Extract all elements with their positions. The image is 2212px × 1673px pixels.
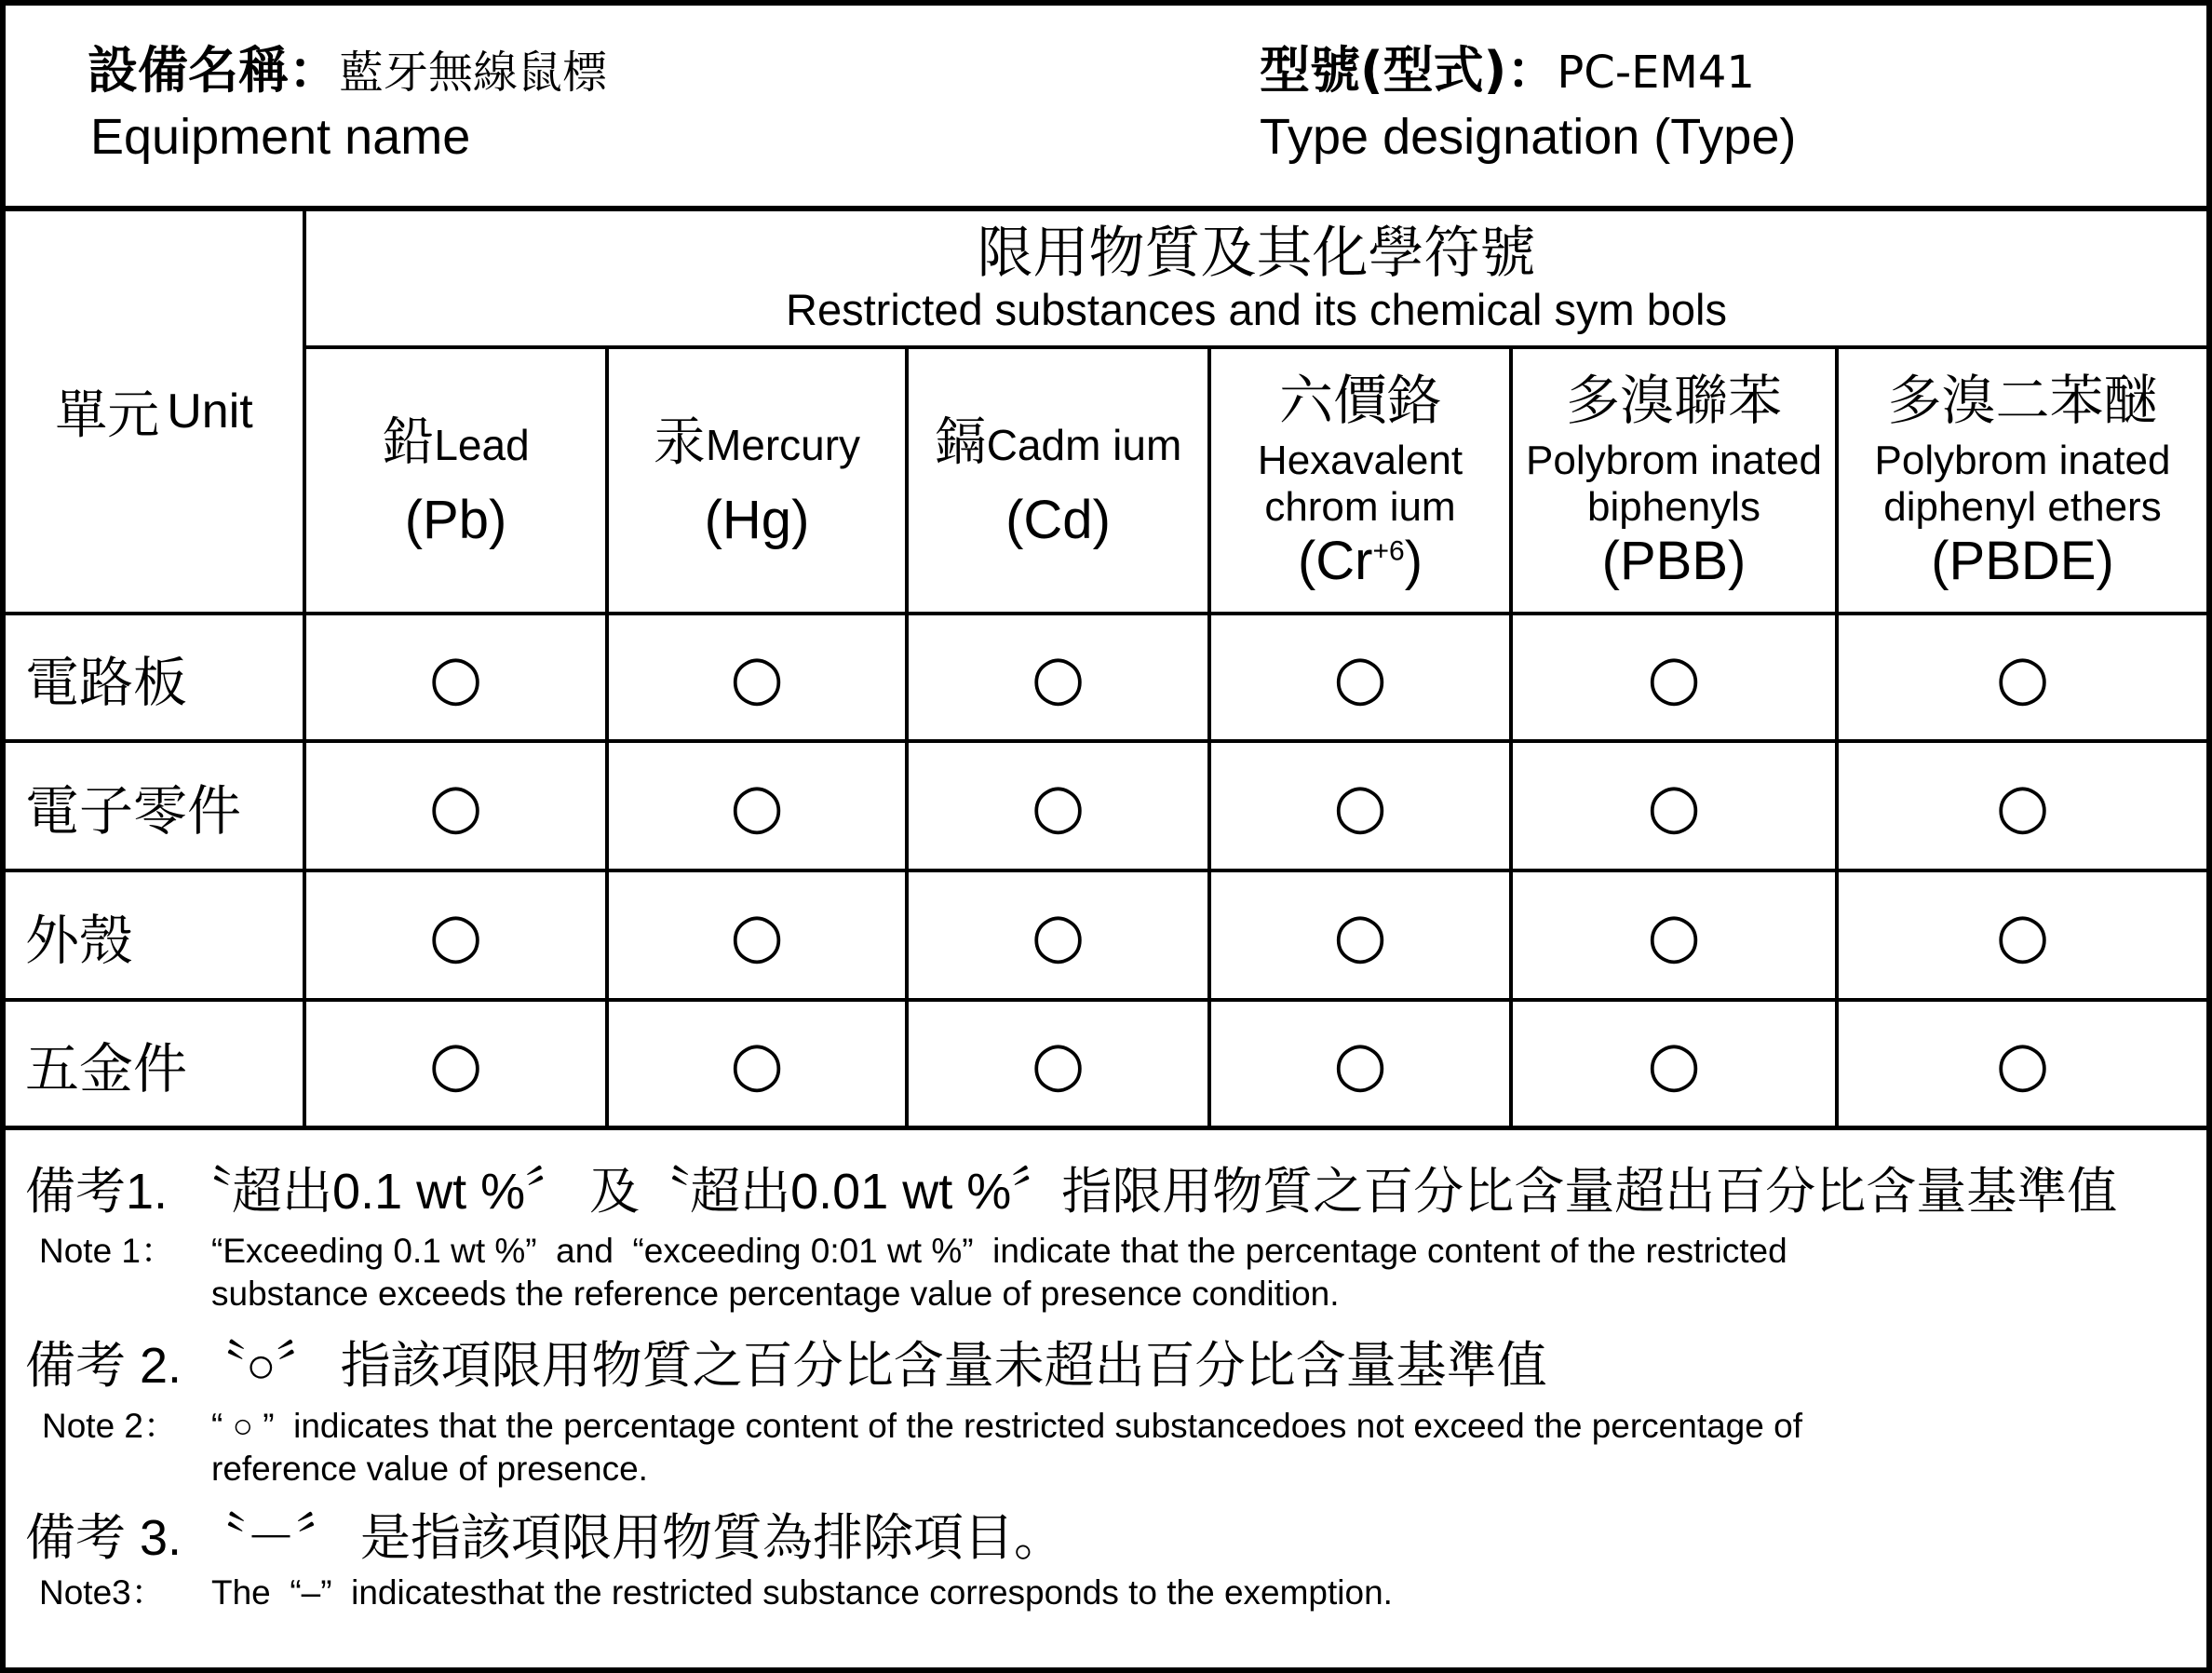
restricted-substances-title-en: Restricted substances and its chemical sym bols	[786, 285, 1727, 334]
substance-table	[6, 211, 2206, 1126]
note-1-en-line-1: “Exceeding 0.1 wt %” and “exceeding 0:01 wt %” indicate that the percentage content of the restricted	[211, 1232, 1787, 1270]
cell-circuit-board-cr6: ○	[1211, 615, 1509, 739]
cell-hardware-pbb: ○	[1513, 1002, 1835, 1126]
cell-electronic-components-cr6: ○	[1211, 743, 1509, 869]
cell-circuit-board-pbb: ○	[1513, 615, 1835, 739]
cell-housing-pbb: ○	[1513, 872, 1835, 998]
note-2-en-line-1: “ ○ ” indicates that the percentage content of the restricted substancedoes not exceed the percentage of	[211, 1407, 1802, 1445]
restricted-substances-header	[306, 211, 2206, 345]
column-pbb-en-line-2: biphenyls	[1587, 484, 1760, 530]
column-cr6-symbol-base: (Cr	[1297, 531, 1373, 591]
cell-hardware-cd: ○	[909, 1002, 1207, 1126]
column-header-mercury-name	[654, 410, 860, 490]
column-cr6-en-line-1: Hexavalent	[1257, 438, 1463, 483]
note-1-zh: 備考1. 〝超出0.1 wt %〞 及〝超出0.01 wt %〞指限用物質之百分比含量超出百分比含量基準值	[25, 1164, 2118, 1220]
column-mercury-symbol: (Hg)	[704, 490, 810, 550]
note-2-zh: 備考 2. 〝○〞 指該項限用物質之百分比含量未超出百分比含量基準值	[25, 1338, 1547, 1394]
column-mercury-zh: 汞	[653, 412, 706, 473]
unit-column-header	[6, 211, 303, 612]
cell-circuit-board-pbde: ○	[1839, 615, 2206, 739]
column-header-pbb	[1513, 349, 1835, 612]
column-header-mercury	[609, 349, 905, 612]
type-designation-label-zh: 型號(型式)：	[1260, 41, 1558, 100]
column-pbde-symbol: (PBDE)	[1931, 531, 2114, 591]
column-mercury-en: Mercury	[705, 421, 861, 469]
cell-circuit-board-pb: ○	[306, 615, 605, 739]
column-header-lead	[306, 349, 605, 612]
column-cr6-zh: 六價鉻	[1278, 369, 1441, 432]
note-2-label: Note 2：	[42, 1407, 179, 1445]
cell-hardware-hg: ○	[609, 1002, 905, 1126]
cell-hardware-pb: ○	[306, 1002, 605, 1126]
unit-header-zh: 單元	[55, 385, 160, 446]
cell-housing-cd: ○	[909, 872, 1207, 998]
cell-housing-pbde: ○	[1839, 872, 2206, 998]
type-designation-label-en: Type designation (Type)	[1260, 109, 1797, 165]
column-pbde-en-line-2: diphenyl ethers	[1883, 484, 2162, 530]
column-cadmium-zh: 鎘	[934, 412, 987, 473]
cell-housing-pb: ○	[306, 872, 605, 998]
cell-electronic-components-pbb: ○	[1513, 743, 1835, 869]
note-3-zh: 備考 3. 〝－〞 是指該項限用物質為排除項目。	[25, 1510, 1065, 1566]
column-cr6-symbol-close: )	[1404, 531, 1423, 591]
equipment-name-label-zh: 設備名稱：	[88, 41, 339, 100]
column-lead-zh: 鉛	[382, 412, 435, 473]
equipment-name-value: 藍牙無線鼠標	[339, 47, 608, 99]
cell-electronic-components-hg: ○	[609, 743, 905, 869]
row-label-hardware: 五金件	[6, 1002, 303, 1126]
note-2-en-line-2: reference value of presence.	[211, 1450, 648, 1488]
column-pbde-en-line-1: Polybrom inated	[1874, 438, 2171, 483]
column-cr6-symbol-superscript: +6	[1372, 535, 1405, 567]
column-header-hexavalent-chromium	[1211, 349, 1509, 612]
cell-circuit-board-hg: ○	[609, 615, 905, 739]
column-pbb-en-line-1: Polybrom inated	[1526, 438, 1822, 483]
row-label-electronic-components: 電子零件	[6, 743, 303, 869]
cell-electronic-components-pb: ○	[306, 743, 605, 869]
column-header-cadmium-name	[935, 410, 1182, 490]
note-3-label: Note3：	[39, 1573, 166, 1612]
row-label-circuit-board: 電路板	[6, 615, 303, 739]
unit-header-en: Unit	[167, 385, 253, 438]
table-bottom-line	[0, 1126, 2212, 1130]
column-cr6-en-line-2: chrom ium	[1264, 484, 1456, 530]
column-cadmium-en: Cadm ium	[986, 421, 1182, 469]
cell-housing-cr6: ○	[1211, 872, 1509, 998]
column-pbb-zh: 多溴聯苯	[1565, 369, 1782, 432]
type-designation-value: PC-EM41	[1557, 47, 1755, 99]
cell-hardware-pbde: ○	[1839, 1002, 2206, 1126]
cell-electronic-components-cd: ○	[909, 743, 1207, 869]
column-cadmium-symbol: (Cd)	[1005, 490, 1111, 550]
column-header-cadmium	[909, 349, 1207, 612]
cell-circuit-board-cd: ○	[909, 615, 1207, 739]
equipment-name-label-en: Equipment name	[90, 109, 471, 165]
restricted-substances-title-zh: 限用物質及其化學符號	[977, 221, 1536, 286]
note-1-label: Note 1：	[39, 1232, 176, 1270]
cell-electronic-components-pbde: ○	[1839, 743, 2206, 869]
cell-hardware-cr6: ○	[1211, 1002, 1509, 1126]
column-cr6-symbol	[1298, 531, 1423, 592]
cell-housing-hg: ○	[609, 872, 905, 998]
column-lead-symbol: (Pb)	[404, 490, 507, 550]
column-header-pbde	[1839, 349, 2206, 612]
note-3-en-line-1: The “–” indicatesthat the restricted substance corresponds to the exemption.	[211, 1573, 1393, 1612]
column-pbb-symbol: (PBB)	[1601, 531, 1747, 591]
note-1-en-line-2: substance exceeds the reference percentage value of presence condition.	[211, 1275, 1340, 1313]
row-label-housing: 外殼	[6, 872, 303, 998]
column-lead-en: Lead	[434, 421, 530, 469]
column-header-lead-name	[382, 410, 529, 490]
column-pbde-zh: 多溴二苯醚	[1887, 369, 2158, 432]
